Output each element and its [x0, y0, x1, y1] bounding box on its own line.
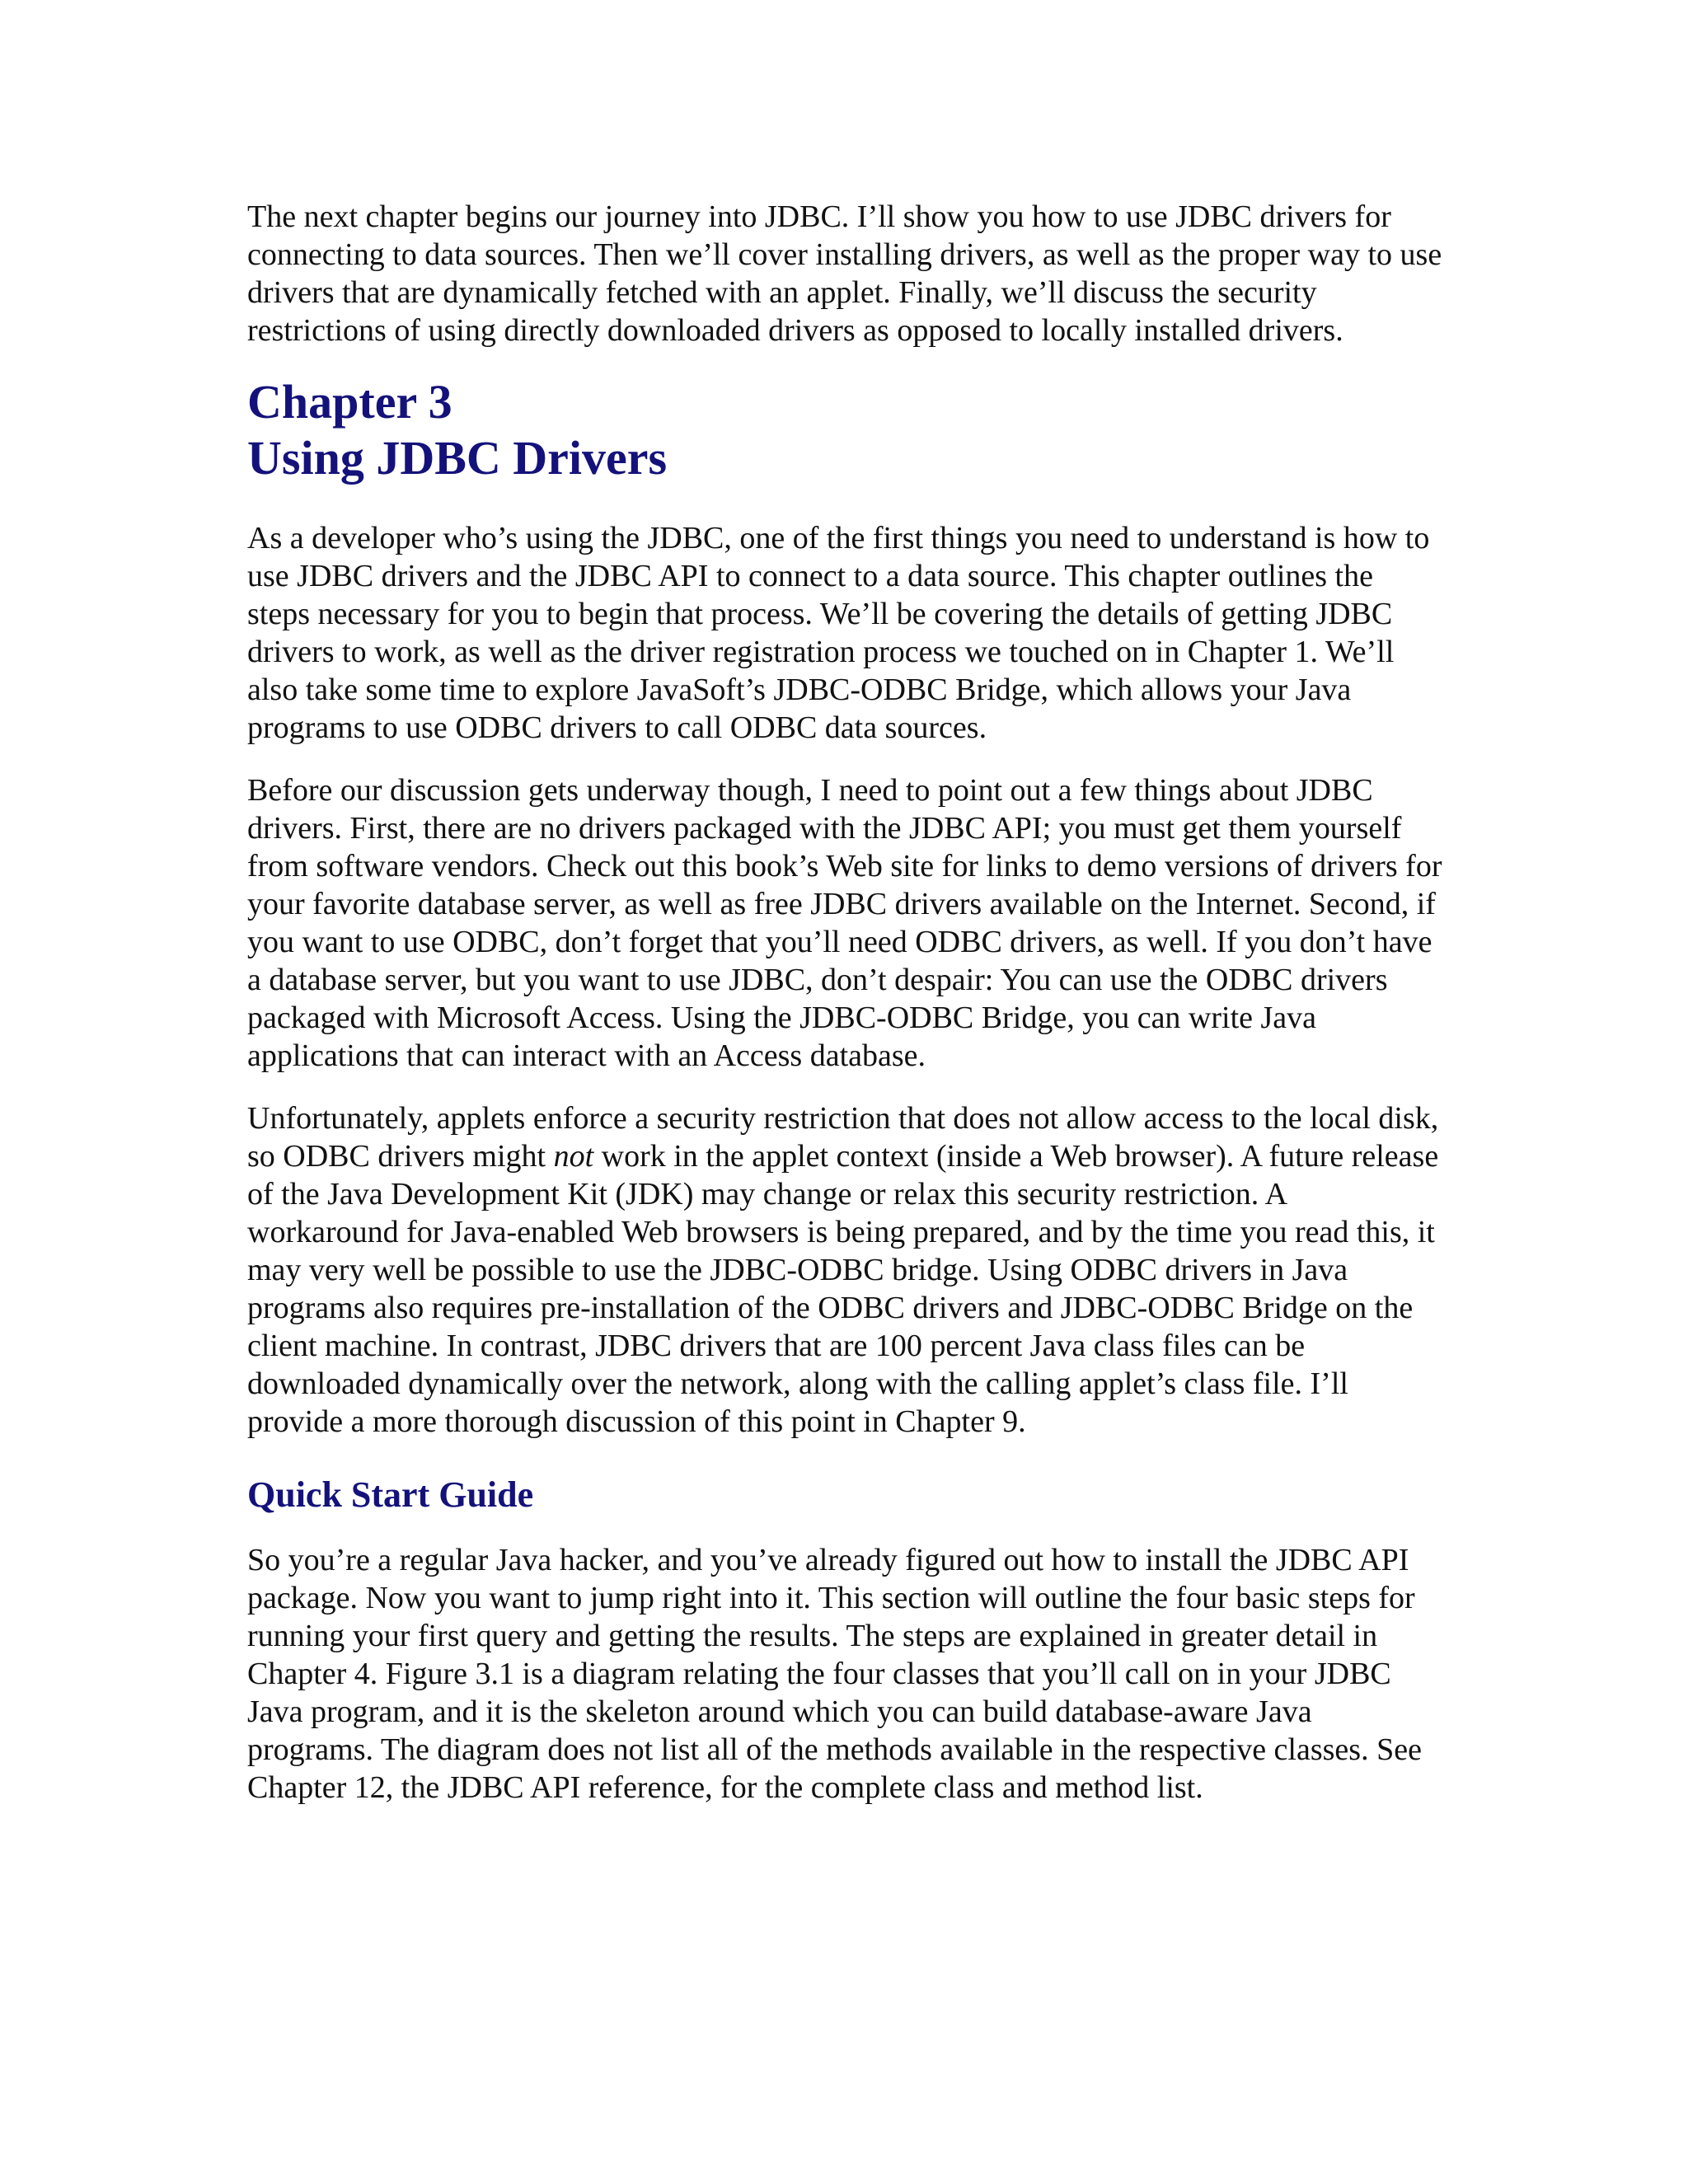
intro-paragraph: The next chapter begins our journey into JDBC. I’ll show you how to use JDBC drivers for connecting to data sources. Then we’ll cover installing drivers, as well as the proper way to use drivers that are dynamically fetched with an applet. Finally, we’ll discuss the security restrictions of using directly downloaded drivers as opposed to locally installed drivers. — [247, 199, 1442, 348]
chapter-number: Chapter 3 — [247, 375, 452, 429]
paragraph-3-text-a: Unfortunately, applets enforce a security restriction that does not allow access to the local disk, so ODBC drivers might — [247, 1101, 1439, 1174]
chapter-title — [247, 374, 1442, 486]
chapter-name: Using JDBC Drivers — [247, 431, 668, 485]
body-paragraph-1: As a developer who’s using the JDBC, one of the first things you need to understand is how to use JDBC drivers and the JDBC API to connect to a data source. This chapter outlines the steps necessary for you to begin that process. We’ll be covering the details of getting JDBC drivers to work, as well as the driver registration process we touched on in Chapter 1. We’ll also take some time to explore JavaSoft’s JDBC-ODBC Bridge, which allows your Java programs to use ODBC drivers to call ODBC data sources. — [247, 521, 1430, 745]
section-heading-quick-start: Quick Start Guide — [247, 1474, 534, 1515]
body-paragraph-3 — [247, 1099, 1442, 1441]
body-paragraph-2: Before our discussion gets underway though, I need to point out a few things about JDBC drivers. First, there are no drivers packaged with the JDBC API; you must get them yourself from software vendors. Check out this book’s Web site for links to demo versions of drivers for your favorite database server, as well as free JDBC drivers available on the Internet. Second, if you want to use ODBC, don’t forget that you’ll need ODBC drivers, as well. If you don’t have a database server, but you want to use JDBC, don’t despair: You can use the ODBC drivers packaged with Microsoft Access. Using the JDBC-ODBC Bridge, you can write Java applications that can interact with an Access database. — [247, 773, 1442, 1073]
document-page — [247, 198, 1442, 1831]
paragraph-3-text-b: work in the applet context (inside a Web browser). A future release of the Java Development Kit (JDK) may change or relax this security restriction. A workaround for Java-enabled Web browsers is being prepared, and by the time you read this, it may very well be possible to use the JDBC-ODBC bridge. Using ODBC drivers in Java programs also requires pre-installation of the ODBC drivers and JDBC-ODBC Bridge on the client machine. In contrast, JDBC drivers that are 100 percent Java class files can be downloaded dynamically over the network, along with the calling applet’s class file. I’ll provide a more thorough discussion of this point in Chapter 9. — [247, 1139, 1439, 1439]
emphasis-not: not — [553, 1139, 594, 1174]
quick-start-paragraph: So you’re a regular Java hacker, and you’ve already figured out how to install the JDBC API package. Now you want to jump right into it. This section will outline the four basic steps for running your first query and getting the results. The steps are explained in greater detail in Chapter 4. Figure 3.1 is a diagram relating the four classes that you’ll call on in your JDBC Java program, and it is the skeleton around which you can build database-aware Java programs. The diagram does not list all of the methods available in the respective classes. See Chapter 12, the JDBC API reference, for the complete class and method list. — [247, 1543, 1422, 1805]
